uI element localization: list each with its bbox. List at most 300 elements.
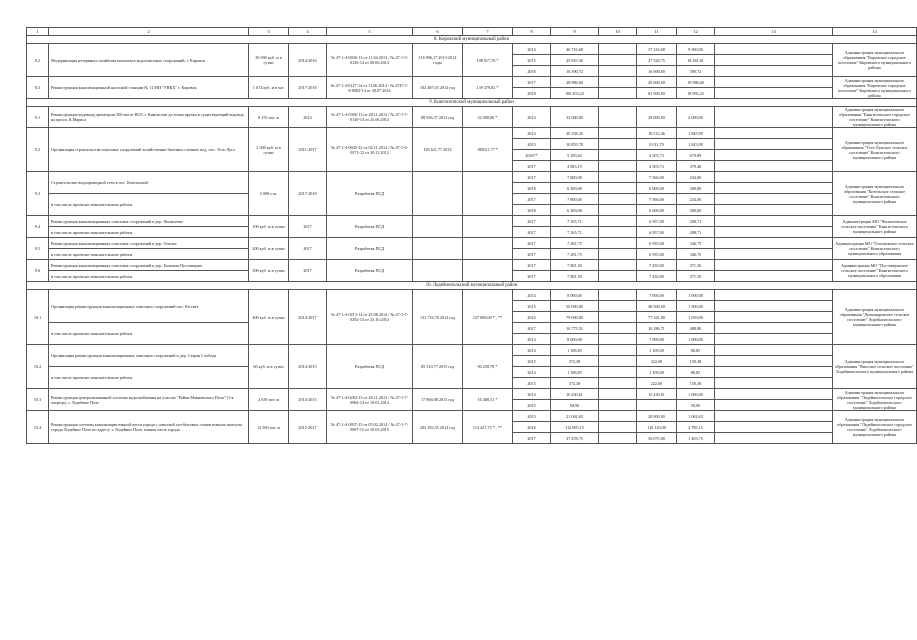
amount-local: 9 500,00 (677, 44, 715, 55)
amount-local: 1 845,99 (677, 128, 715, 139)
total-cost (463, 172, 513, 216)
item-number: 10.3 (27, 389, 49, 411)
amount-regional: 7 000,00 (637, 290, 677, 301)
amount-local: 1 659,00 (677, 312, 715, 323)
amount-regional: 6 000,00 (637, 183, 677, 194)
amount-total: 16 390,72 (551, 66, 599, 77)
amount-other (715, 271, 833, 282)
year: 2015 (513, 411, 551, 422)
year: 2017 (513, 249, 551, 260)
total-cost: 108 917,76 * (463, 44, 513, 77)
object-name: Реконструкция канализационных очистных сооружений в дер. Ополье (49, 238, 249, 249)
amount-regional: 9 011,79 (637, 139, 677, 150)
amount-other (715, 378, 833, 389)
amount-total: 58,90 (551, 400, 599, 411)
amount-total: 7 165,71 (551, 216, 599, 227)
amount-local: 300,00 (677, 205, 715, 216)
item-number: 10.1 (27, 290, 49, 345)
administrator: Администрация муниципального образования "Усть-Лужское сельское поселение" Кингисеппского муниципального района (833, 128, 917, 172)
amount-regional: 7 566,00 (637, 194, 677, 205)
column-number: 4 (289, 28, 327, 36)
table-row (27, 77, 917, 88)
table-row (27, 260, 917, 271)
subtotal-label: в том числе проектно-изыскательские работы (49, 367, 249, 389)
amount-total: 28 986,60 (551, 77, 599, 88)
amount-local: 86,85 (677, 345, 715, 356)
amount-federal (599, 271, 637, 282)
estimated-cost: 116 906,17 2013-2014 годы (413, 44, 463, 77)
expertise-docs: Разработка ПСД (327, 238, 413, 260)
column-number: 14 (833, 28, 917, 36)
amount-local: 1 000,00 (677, 290, 715, 301)
expertise-docs: Разработка ПСД (327, 260, 413, 282)
item-number: 9.4 (27, 216, 49, 238)
amount-total: 21 062,63 (551, 411, 599, 422)
amount-local: 300,00 (677, 183, 715, 194)
amount-regional: 7 430,00 (637, 271, 677, 282)
amount-other (715, 194, 833, 205)
amount-other (715, 367, 833, 378)
amount-total: 4 883,19 (551, 161, 599, 172)
amount-other (715, 323, 833, 334)
amount-regional: 20 000,00 (637, 77, 677, 88)
item-number: 9.6 (27, 260, 49, 282)
year: 2017 (513, 216, 551, 227)
amount-local: 371,50 (677, 260, 715, 271)
year: 2014 (513, 367, 551, 378)
total-cost: 16 480,51 * (463, 389, 513, 411)
amount-regional: 15 430,61 (637, 389, 677, 400)
total-cost: 90 258,78 * (463, 345, 513, 389)
estimated-cost: 17 966,08 2013 год (413, 389, 463, 411)
administrator: Администрация муниципального образования "Кингисеппское городское поселение" Кингисеппского муниципального района (833, 107, 917, 128)
amount-total: 112 905,15 (551, 422, 599, 433)
amount-local: 346,75 (677, 249, 715, 260)
amount-regional: 20 000,00 (637, 411, 677, 422)
year: 2016** (513, 150, 551, 161)
amount-federal (599, 227, 637, 238)
object-name: Реконструкция централизованной системы водоснабжения на участке "Район Мамаевского Поля" (1-я очередь), г. Лодейное Поле (49, 389, 249, 411)
amount-local: 208,71 (677, 216, 715, 227)
table-row (27, 411, 917, 422)
amount-federal (599, 161, 637, 172)
column-number: 2 (49, 28, 249, 36)
amount-federal (599, 356, 637, 367)
amount-regional: 4 503,73 (637, 150, 677, 161)
amount-total: 79 000,00 (551, 312, 599, 323)
amount-other (715, 301, 833, 312)
estimated-cost: 102 487,03 2014 год (413, 77, 463, 99)
year: 2017 (513, 238, 551, 249)
object-name: Реконструкция канализационной насосной станции № 11 МП "УВКХ" г. Кировск (49, 77, 249, 99)
table-row (27, 107, 917, 128)
amount-federal (599, 411, 637, 422)
expertise-docs: № 47-1-4-0282-13 от 26.11.2013 / № 47-1-7-0964-14 от 19.01.2014 (327, 389, 413, 411)
amount-local: 2 785,15 (677, 422, 715, 433)
amount-other (715, 139, 833, 150)
amount-federal (599, 88, 637, 99)
year: 2016 (513, 422, 551, 433)
amount-other (715, 334, 833, 345)
total-cost (463, 238, 513, 260)
amount-federal (599, 323, 637, 334)
amount-regional: 77 341,00 (637, 312, 677, 323)
amount-total: 16 775,51 (551, 323, 599, 334)
amount-federal (599, 345, 637, 356)
capacity: 6 153 пог. м (249, 107, 289, 128)
amount-local: 86,85 (677, 367, 715, 378)
amount-federal (599, 249, 637, 260)
expertise-docs: № 47-1-4-0045-12 от 02.11.2012 / № 47-1-6-0371-12 от 30.11.2012 (327, 128, 413, 172)
amount-total: 7 800,00 (551, 172, 599, 183)
period: 2014-2016 (289, 44, 327, 77)
year: 2014 (513, 389, 551, 400)
amount-other (715, 183, 833, 194)
amount-other (715, 161, 833, 172)
year: 2014 (513, 290, 551, 301)
amount-total: 6 300,00 (551, 183, 599, 194)
estimated-cost: 131 716,78 2014 год (413, 290, 463, 345)
object-name: Модернизация резервного хозяйства комплекса водоочистных сооружений, г. Кировск (49, 44, 249, 77)
column-number: 10 (599, 28, 637, 36)
amount-federal (599, 389, 637, 400)
amount-federal (599, 77, 637, 88)
section-title-row (27, 36, 917, 44)
amount-local: 1 000,00 (677, 334, 715, 345)
administrator: Администрация муниципального образования "Котельское сельское поселение" Кингисеппского муниципального района (833, 172, 917, 216)
capacity: 2 639 пог. м (249, 389, 289, 411)
amount-local: 18 993,22 (677, 88, 715, 99)
amount-regional: 36 075,00 (637, 433, 677, 444)
amount-other (715, 55, 833, 66)
administrator: Администрация МО "Пустомержское сельское поселение" Кингисеппского муниципального образования (833, 260, 917, 282)
amount-local: 371,50 (677, 271, 715, 282)
period: 2017-2018 (289, 77, 327, 99)
total-cost: 185611,77 * (463, 128, 513, 172)
estimated-cost (413, 216, 463, 238)
year: 2014 (513, 107, 551, 128)
period: 2017-2018 (289, 172, 327, 216)
amount-other (715, 422, 833, 433)
capacity: 12 500 пог. м (249, 411, 289, 444)
item-number: 9.1 (27, 107, 49, 128)
table-row (27, 345, 917, 356)
year: 2015 (513, 301, 551, 312)
year: 2015 (513, 55, 551, 66)
object-name: Организация реконструкции канализационных очистных сооружений в дер. Старая Слобода (49, 345, 249, 367)
amount-regional: 28 000,00 (637, 107, 677, 128)
column-number: 12 (677, 28, 715, 36)
table-row (27, 389, 917, 400)
amount-local: 234,00 (677, 172, 715, 183)
amount-regional: 18 512,46 (637, 128, 677, 139)
subtotal-label: в том числе проектно-изыскательские работы (49, 249, 249, 260)
program-table (26, 27, 917, 444)
object-name: Организация реконструкции канализационных очистных сооружений пос. Рассвет (49, 290, 249, 323)
period: 2014 (289, 107, 327, 128)
amount-total: 8 000,00 (551, 290, 599, 301)
amount-total: 100 493,22 (551, 88, 599, 99)
amount-regional: 6 957,00 (637, 227, 677, 238)
amount-regional: 16 286,71 (637, 323, 677, 334)
item-number: 8.2 (27, 44, 49, 77)
capacity: 2 500 куб. м в сутки (249, 128, 289, 172)
amount-local: 679,89 (677, 150, 715, 161)
year: 2014 (513, 44, 551, 55)
total-cost: 137 000,00 * , ** (463, 290, 513, 345)
period: 2017 (289, 216, 327, 238)
administrator: Администрация МО "Фалилеевское сельское поселение" Кингисеппского муниципального района (833, 216, 917, 238)
year: 2016 (513, 66, 551, 77)
amount-other (715, 249, 833, 260)
amount-other (715, 128, 833, 139)
amount-total: 45 810,36 (551, 55, 599, 66)
section-title: 10. Лодейнопольский муниципальный район (27, 282, 917, 290)
amount-local: 150,38 (677, 378, 715, 389)
item-number: 9.5 (27, 238, 49, 260)
year: 2018 (513, 183, 551, 194)
amount-federal (599, 433, 637, 444)
amount-other (715, 227, 833, 238)
expertise-docs: № 47-1-4-0306-13 от 28.11.2013 / № 47-1-7-0149-14 от 25.06.2014 (327, 107, 413, 128)
object-name: Реконструкция канализационных очистных сооружений в дер. Фалилеево (49, 216, 249, 227)
year: 2017 (513, 260, 551, 271)
amount-local: 4 000,00 (677, 107, 715, 128)
year: 2015 (513, 400, 551, 411)
period: 2014-2015 (289, 389, 327, 411)
amount-federal (599, 238, 637, 249)
amount-other (715, 411, 833, 422)
object-name: Строительство водопроводной сети в пос. Котельский (49, 172, 249, 194)
amount-local: 1 843,99 (677, 139, 715, 150)
capacity: 5 000 п.м. (249, 172, 289, 216)
amount-federal (599, 150, 637, 161)
subtotal-label: в том числе проектно-изыскательские работы (49, 271, 249, 282)
amount-federal (599, 312, 637, 323)
year: 2017 (513, 161, 551, 172)
amount-total: 7 165,71 (551, 227, 599, 238)
amount-local: 234,00 (677, 194, 715, 205)
amount-other (715, 107, 833, 128)
object-name: Реконструкция водовода диаметром 500 мм от ВОС г. Кингисепп до точки врезки в существующий водовод на просп. К.Маркса (49, 107, 249, 128)
amount-total: 46 716,68 (551, 44, 599, 55)
estimated-cost: 185 611,77 2012 (413, 128, 463, 172)
year: 2017 (513, 194, 551, 205)
amount-local: 1 000,00 (677, 389, 715, 400)
column-number: 1 (27, 28, 49, 36)
amount-federal (599, 334, 637, 345)
amount-local: 208,71 (677, 227, 715, 238)
amount-total: 372,38 (551, 356, 599, 367)
year: 2014 (513, 128, 551, 139)
amount-federal (599, 216, 637, 227)
amount-total: 16 430,61 (551, 389, 599, 400)
estimated-cost (413, 238, 463, 260)
amount-other (715, 205, 833, 216)
amount-federal (599, 139, 637, 150)
amount-regional: 6 935,00 (637, 249, 677, 260)
amount-regional: 7 566,00 (637, 172, 677, 183)
year: 2016 (513, 312, 551, 323)
amount-local: 1 062,63 (677, 411, 715, 422)
amount-local: 1 500,00 (677, 301, 715, 312)
estimated-cost: 85 310,77 2015 год (413, 345, 463, 389)
amount-total: 372,38 (551, 378, 599, 389)
year: 2017 (513, 323, 551, 334)
period: 2014-2015 (289, 345, 327, 389)
period: 2015-2017 (289, 411, 327, 444)
table-row (27, 238, 917, 249)
amount-total: 6 300,00 (551, 205, 599, 216)
table-row (27, 44, 917, 55)
year: 2018 (513, 205, 551, 216)
amount-other (715, 238, 833, 249)
amount-regional: 1 100,00 (637, 367, 677, 378)
amount-total: 7 800,00 (551, 194, 599, 205)
amount-other (715, 345, 833, 356)
expertise-docs: № 47-1-4-0036-13 от 11.04.2013 / № 47-1-5-0126-14 от 06.06.2014 (327, 44, 413, 77)
year: 2017 (513, 172, 551, 183)
amount-other (715, 150, 833, 161)
table-row (27, 128, 917, 139)
administrator: Администрация муниципального образования "Лодейнопольское городское поселение" Лодейнопольского муниципального района (833, 411, 917, 444)
table-row (27, 216, 917, 227)
amount-federal (599, 400, 637, 411)
item-number: 10.4 (27, 411, 49, 444)
period: 2014-2017 (289, 290, 327, 345)
amount-regional: 1 100,00 (637, 345, 677, 356)
amount-federal (599, 260, 637, 271)
expertise-docs: № 47-1-4-0127-14 от 11.06.2014 / № 4747-1-8-0082-14 от 30.07.2014 (327, 77, 413, 99)
amount-total: 1 186,85 (551, 367, 599, 378)
amount-regional: 6 957,00 (637, 216, 677, 227)
amount-local: 58,90 (677, 400, 715, 411)
capacity: 100 куб. м в сутки (249, 216, 289, 238)
expertise-docs: Разработка ПСД (327, 345, 413, 389)
total-cost (463, 216, 513, 238)
amount-total: 1 186,85 (551, 345, 599, 356)
amount-total: 7 801,50 (551, 260, 599, 271)
amount-local: 18 986,60 (677, 77, 715, 88)
amount-other (715, 260, 833, 271)
amount-regional: 7 000,00 (637, 334, 677, 345)
subtotal-label: в том числе проектно-изыскательские работы (49, 194, 249, 216)
section-title-row (27, 282, 917, 290)
amount-federal (599, 205, 637, 216)
amount-regional: 6 000,00 (637, 205, 677, 216)
amount-regional: 222,00 (637, 378, 677, 389)
amount-local: 346,75 (677, 238, 715, 249)
amount-other (715, 172, 833, 183)
amount-total: 32 000,00 (551, 107, 599, 128)
amount-other (715, 44, 833, 55)
amount-local: 1 403,75 (677, 433, 715, 444)
amount-federal (599, 107, 637, 128)
administrator: Администрация муниципального образования "Лодейнопольское городское поселение" Лодейнопольского муниципального района (833, 389, 917, 411)
amount-regional: 37 216,68 (637, 44, 677, 55)
amount-federal (599, 44, 637, 55)
amount-federal (599, 172, 637, 183)
amount-federal (599, 183, 637, 194)
year: 2015 (513, 378, 551, 389)
capacity: 30 000 куб. м в сутки (249, 44, 289, 77)
amount-federal (599, 66, 637, 77)
amount-local: 150,38 (677, 356, 715, 367)
amount-regional: 4 503,73 (637, 161, 677, 172)
amount-total: 7 801,50 (551, 271, 599, 282)
subtotal-label: в том числе проектно-изыскательские работы (49, 323, 249, 345)
amount-other (715, 66, 833, 77)
administrator: Администрация муниципального образования "Доможировское сельское поселение" Лодейнопольского муниципального района (833, 290, 917, 345)
estimated-cost (413, 260, 463, 282)
capacity: 400 куб. м в сутки (249, 290, 289, 345)
item-number: 10.2 (27, 345, 49, 389)
amount-federal (599, 422, 637, 433)
capacity: 200 куб. м в сутки (249, 238, 289, 260)
section-title: 8. Кировский муниципальный район (27, 36, 917, 44)
subtotal-label: в том числе проектно-изыскательские работы (49, 227, 249, 238)
total-cost: 32 000,00 * (463, 107, 513, 128)
amount-federal (599, 290, 637, 301)
amount-total: 10 855,78 (551, 139, 599, 150)
amount-federal (599, 367, 637, 378)
section-title-row (27, 99, 917, 107)
administrator: Администрация МО "Опольевское сельское поселение" Кингисеппского муниципального образования (833, 238, 917, 260)
column-number: 11 (637, 28, 677, 36)
expertise-docs: № 47-1-4-0213-14 от 25.08.2014 / № 47-1-7-0292-14 от 23.10.2014 (327, 290, 413, 345)
expertise-docs: Разработка ПСД (327, 172, 413, 216)
total-cost: 114 427,73 * , ** (463, 411, 513, 444)
object-name: Реконструкция канализационных очистных сооружений в дер. Большая Пустомержа (49, 260, 249, 271)
administrator: Администрация муниципального образования "Кировское городское поселение" Кировского муниципального района (833, 77, 917, 99)
amount-other (715, 290, 833, 301)
column-number: 8 (513, 28, 551, 36)
column-number: 9 (551, 28, 599, 36)
year: 2015 (513, 139, 551, 150)
amount-other (715, 216, 833, 227)
amount-federal (599, 55, 637, 66)
amount-total: 8 000,00 (551, 334, 599, 345)
year: 2014 (513, 334, 551, 345)
amount-regional: 16 000,00 (637, 66, 677, 77)
amount-other (715, 88, 833, 99)
column-number: 13 (715, 28, 833, 36)
amount-regional: 48 500,00 (637, 301, 677, 312)
year: 2017 (513, 271, 551, 282)
capacity: 60 куб. м в сутки (249, 345, 289, 389)
column-number-row (27, 28, 917, 36)
amount-local: 18 281,61 (677, 55, 715, 66)
year: 2018 (513, 88, 551, 99)
capacity: 1 674 куб. м в час (249, 77, 289, 99)
amount-total: 7 281,75 (551, 249, 599, 260)
column-number: 5 (327, 28, 413, 36)
administrator: Администрация муниципального образования "Кировское городское поселение" Кировского муниципального района (833, 44, 917, 77)
capacity: 300 куб. м в сутки (249, 260, 289, 282)
section-title: 9. Кингисеппский муниципальный район (27, 99, 917, 107)
amount-federal (599, 194, 637, 205)
administrator: Администрация муниципального образования "Янегское сельское поселение" Лодейнопольского муниципального района (833, 345, 917, 389)
amount-total: 5 183,62 (551, 150, 599, 161)
item-number: 9.2 (27, 128, 49, 172)
amount-federal (599, 378, 637, 389)
expertise-docs: Разработка ПСД (327, 216, 413, 238)
item-number: 8.3 (27, 77, 49, 99)
column-number: 3 (249, 28, 289, 36)
period: 2011-2017 (289, 128, 327, 172)
amount-total: 37 478,75 (551, 433, 599, 444)
amount-regional: 7 430,00 (637, 260, 677, 271)
